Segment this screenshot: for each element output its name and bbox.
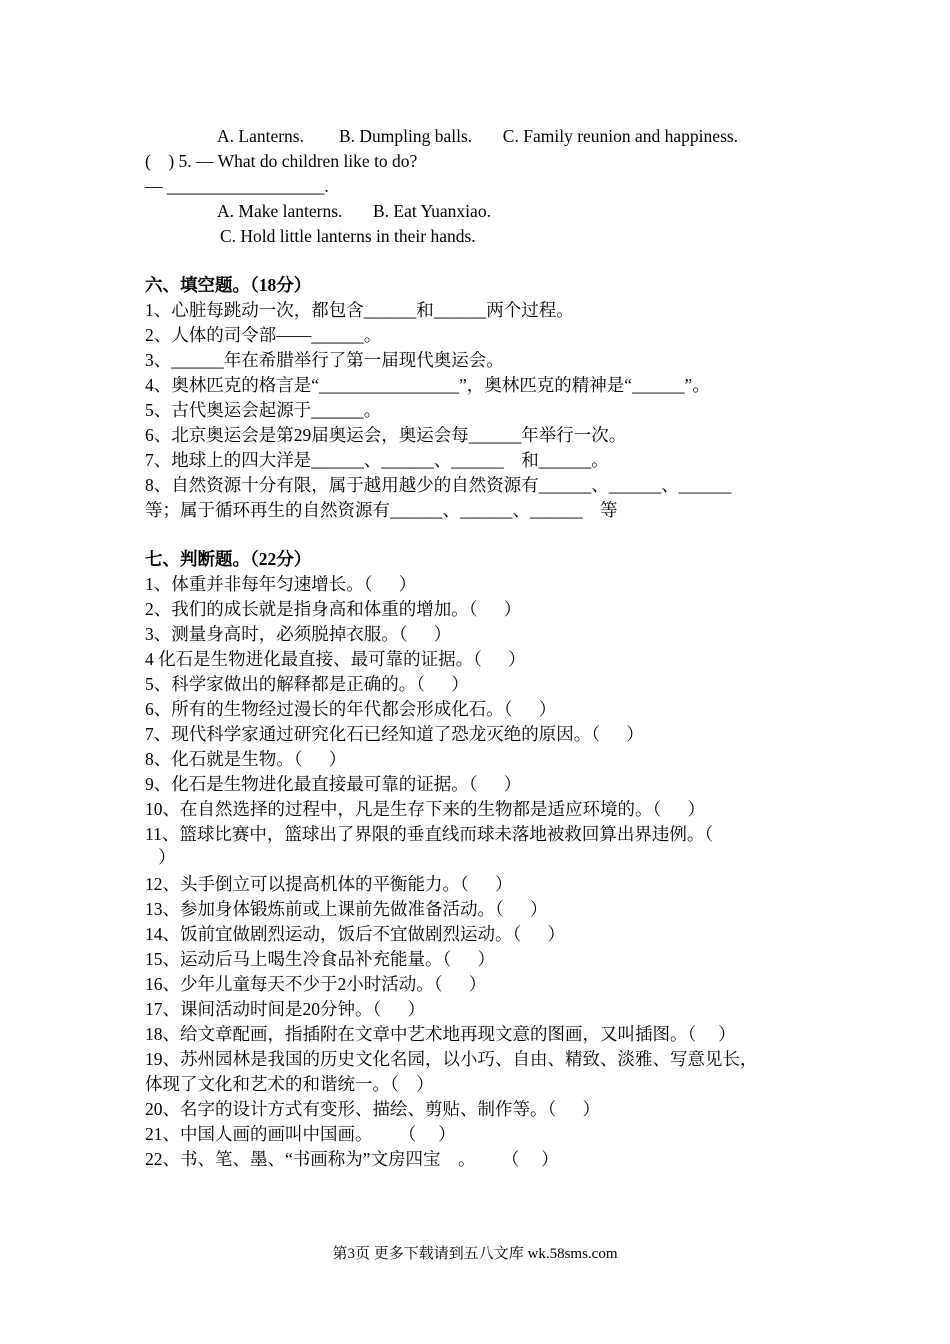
judge-item-21: 21、中国人画的画叫中国画。 （ ） xyxy=(145,1124,456,1144)
q5-question: ( ) 5. — What do children like to do? xyxy=(145,151,418,171)
judge-item-2: 2、我们的成长就是指身高和体重的增加。（ ） xyxy=(145,599,522,619)
fill-item-2: 2、人体的司令部——______。 xyxy=(145,325,382,345)
judge-item-13: 13、参加身体锻炼前或上课前先做准备活动。（ ） xyxy=(145,899,548,919)
fill-item-4: 4、奥林匹克的格言是“________________”，奥林匹克的精神是“______”。 xyxy=(145,375,710,395)
judge-item-15: 15、运动后马上喝生冷食品补充能量。（ ） xyxy=(145,949,495,969)
judge-item-3: 3、测量身高时，必须脱掉衣服。（ ） xyxy=(145,624,452,644)
judge-item-11-cont: ） xyxy=(145,847,176,867)
judge-item-1: 1、体重并非每年匀速增长。（ ） xyxy=(145,574,417,594)
fill-item-7: 7、地球上的四大洋是______、______、______ 和______。 xyxy=(145,450,609,470)
judge-item-16: 16、少年儿童每天不少于2小时活动。（ ） xyxy=(145,974,487,994)
judge-item-12: 12、头手倒立可以提高机体的平衡能力。（ ） xyxy=(145,874,513,894)
judge-item-9: 9、化石是生物进化最直接最可靠的证据。（ ） xyxy=(145,774,522,794)
judge-item-10: 10、在自然选择的过程中，凡是生存下来的生物都是适应环境的。（ ） xyxy=(145,799,705,819)
judge-item-11: 11、篮球比赛中，篮球出了界限的垂直线而球未落地被救回算出界违例。（ xyxy=(145,824,714,844)
judge-item-17: 17、课间活动时间是20分钟。（ ） xyxy=(145,999,425,1019)
judge-item-8: 8、化石就是生物。（ ） xyxy=(145,749,347,769)
judge-item-19: 19、苏州园林是我国的历史文化名园，以小巧、自由、精致、淡雅、写意见长， xyxy=(145,1049,758,1069)
judge-item-14: 14、饭前宜做剧烈运动，饭后不宜做剧烈运动。（ ） xyxy=(145,924,565,944)
fill-item-8-cont: 等；属于循环再生的自然资源有______、______、______ 等 xyxy=(145,500,618,520)
judge-item-18: 18、给文章配画，指插附在文章中艺术地再现文意的图画，又叫插图。（ ） xyxy=(145,1024,736,1044)
section6-heading: 六、填空题。（18分） xyxy=(145,275,312,295)
judge-item-19-cont: 体现了文化和艺术的和谐统一。（ ） xyxy=(145,1074,434,1094)
judge-item-22: 22、书、笔、墨、“书画称为”文房四宝 。 （ ） xyxy=(145,1149,559,1169)
q5-options-1: A. Make lanterns. B. Eat Yuanxiao. xyxy=(217,201,491,221)
q4-options: A. Lanterns. B. Dumpling balls. C. Family reunion and happiness. xyxy=(217,126,739,146)
judge-item-4: 4 化石是生物进化最直接、最可靠的证据。（ ） xyxy=(145,649,526,669)
q5-options-2: C. Hold little lanterns in their hands. xyxy=(220,226,476,246)
fill-item-3: 3、______年在希腊举行了第一届现代奥运会。 xyxy=(145,350,504,370)
section7-heading: 七、判断题。（22分） xyxy=(145,549,312,569)
judge-item-6: 6、所有的生物经过漫长的年代都会形成化石。（ ） xyxy=(145,699,557,719)
judge-item-5: 5、科学家做出的解释都是正确的。（ ） xyxy=(145,674,469,694)
q5-answer-line: — __________________. xyxy=(145,176,329,196)
fill-item-6: 6、北京奥运会是第29届奥运会，奥运会每______年举行一次。 xyxy=(145,425,627,445)
fill-item-1: 1、心脏每跳动一次，都包含______和______两个过程。 xyxy=(145,300,574,320)
page-footer: 第3页 更多下载请到五八文库 wk.58sms.com xyxy=(332,1246,618,1262)
judge-item-20: 20、名字的设计方式有变形、描绘、剪贴、制作等。（ ） xyxy=(145,1099,600,1119)
judge-item-7: 7、现代科学家通过研究化石已经知道了恐龙灭绝的原因。（ ） xyxy=(145,724,644,744)
fill-item-5: 5、古代奥运会起源于______。 xyxy=(145,400,382,420)
fill-item-8: 8、自然资源十分有限，属于越用越少的自然资源有______、______、______ xyxy=(145,475,732,495)
